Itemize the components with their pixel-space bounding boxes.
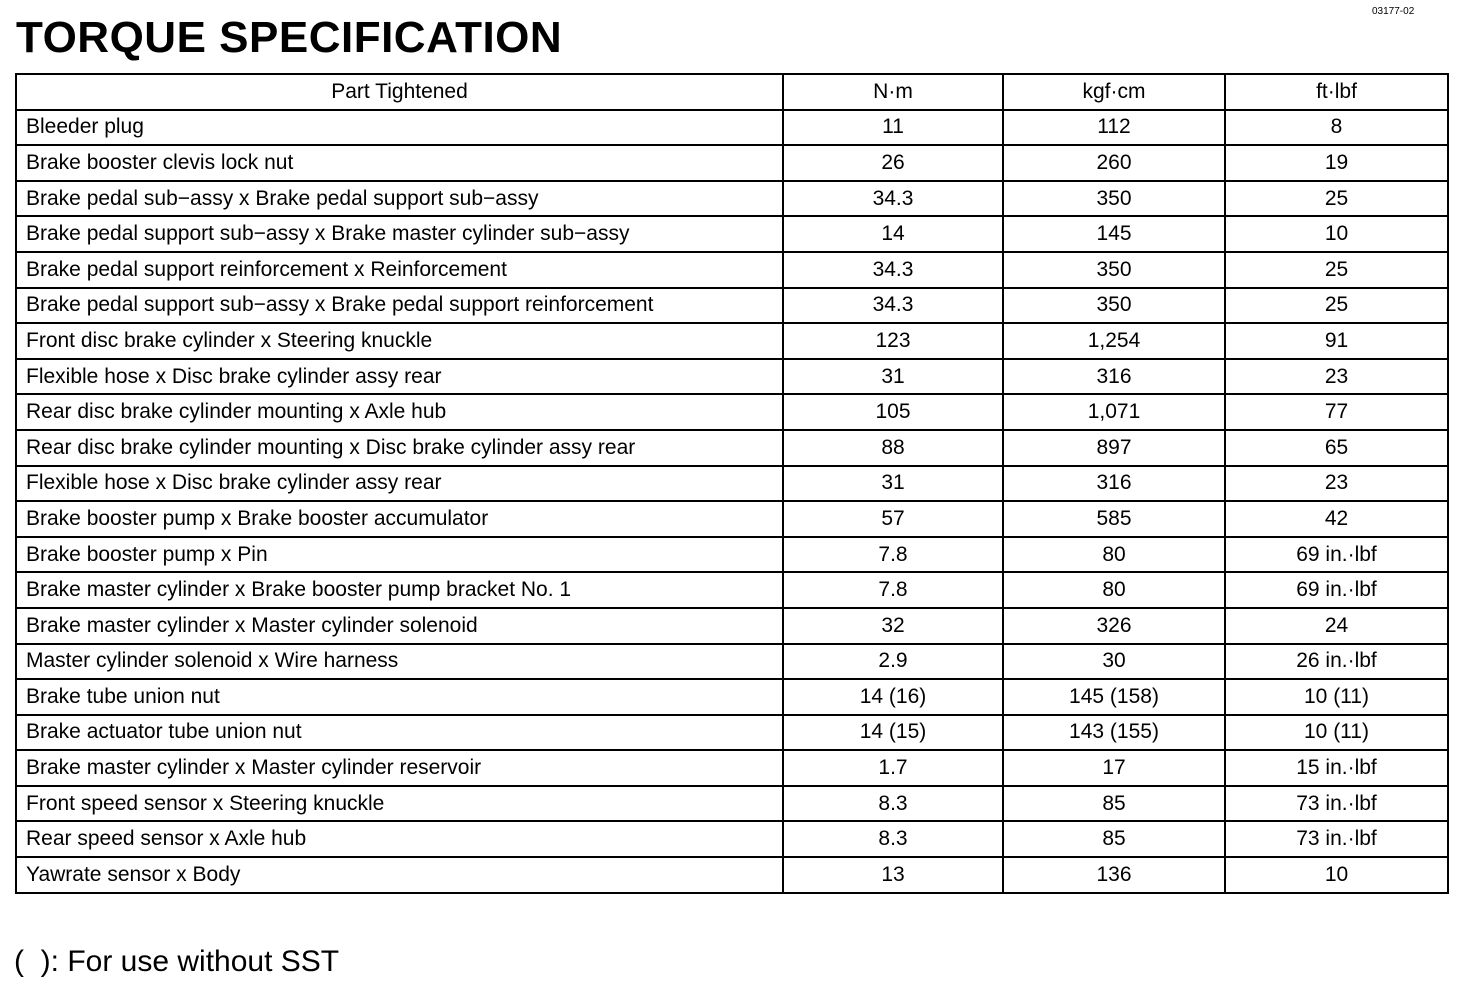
table-row xyxy=(16,110,1448,146)
cell-nm: 14 (16) xyxy=(783,679,1003,715)
table-row xyxy=(16,430,1448,466)
cell-part-tightened: Front speed sensor x Steering knuckle xyxy=(16,786,783,822)
cell-part-tightened: Brake master cylinder x Master cylinder reservoir xyxy=(16,750,783,786)
cell-kgfcm: 136 xyxy=(1003,857,1225,893)
table-row xyxy=(16,715,1448,751)
cell-nm: 31 xyxy=(783,359,1003,395)
cell-part-tightened: Brake pedal support sub−assy x Brake pedal support reinforcement xyxy=(16,288,783,324)
cell-ftlbf: 19 xyxy=(1225,145,1448,181)
table-row xyxy=(16,537,1448,573)
cell-nm: 14 (15) xyxy=(783,715,1003,751)
cell-kgfcm: 897 xyxy=(1003,430,1225,466)
cell-nm: 31 xyxy=(783,466,1003,502)
cell-ftlbf: 69 in.·lbf xyxy=(1225,537,1448,573)
table-row xyxy=(16,857,1448,893)
cell-nm: 14 xyxy=(783,216,1003,252)
table-row xyxy=(16,608,1448,644)
cell-nm: 8.3 xyxy=(783,821,1003,857)
document-code: 03177-02 xyxy=(1372,6,1415,17)
cell-ftlbf: 15 in.·lbf xyxy=(1225,750,1448,786)
cell-kgfcm: 17 xyxy=(1003,750,1225,786)
cell-nm: 8.3 xyxy=(783,786,1003,822)
cell-nm: 2.9 xyxy=(783,644,1003,680)
cell-nm: 11 xyxy=(783,110,1003,146)
cell-kgfcm: 80 xyxy=(1003,537,1225,573)
cell-ftlbf: 77 xyxy=(1225,394,1448,430)
table-row xyxy=(16,181,1448,217)
cell-nm: 57 xyxy=(783,501,1003,537)
cell-ftlbf: 24 xyxy=(1225,608,1448,644)
table-row xyxy=(16,750,1448,786)
cell-kgfcm: 1,254 xyxy=(1003,323,1225,359)
cell-ftlbf: 25 xyxy=(1225,252,1448,288)
cell-kgfcm: 85 xyxy=(1003,786,1225,822)
cell-kgfcm: 112 xyxy=(1003,110,1225,146)
cell-kgfcm: 350 xyxy=(1003,181,1225,217)
header-nm: N·m xyxy=(783,74,1003,110)
cell-part-tightened: Brake master cylinder x Master cylinder solenoid xyxy=(16,608,783,644)
table-row xyxy=(16,572,1448,608)
cell-nm: 34.3 xyxy=(783,288,1003,324)
cell-ftlbf: 25 xyxy=(1225,181,1448,217)
cell-kgfcm: 80 xyxy=(1003,572,1225,608)
cell-ftlbf: 23 xyxy=(1225,359,1448,395)
cell-kgfcm: 30 xyxy=(1003,644,1225,680)
cell-nm: 88 xyxy=(783,430,1003,466)
table-row xyxy=(16,252,1448,288)
cell-ftlbf: 73 in.·lbf xyxy=(1225,821,1448,857)
page-title: TORQUE SPECIFICATION xyxy=(16,13,563,62)
cell-nm: 26 xyxy=(783,145,1003,181)
header-kgfcm: kgf·cm xyxy=(1003,74,1225,110)
table-row xyxy=(16,359,1448,395)
table-header-row xyxy=(16,74,1448,110)
cell-part-tightened: Rear disc brake cylinder mounting x Axle hub xyxy=(16,394,783,430)
cell-nm: 32 xyxy=(783,608,1003,644)
cell-part-tightened: Brake tube union nut xyxy=(16,679,783,715)
cell-nm: 123 xyxy=(783,323,1003,359)
cell-part-tightened: Front disc brake cylinder x Steering knuckle xyxy=(16,323,783,359)
cell-part-tightened: Brake pedal support reinforcement x Reinforcement xyxy=(16,252,783,288)
cell-ftlbf: 10 (11) xyxy=(1225,715,1448,751)
cell-ftlbf: 8 xyxy=(1225,110,1448,146)
cell-part-tightened: Brake booster pump x Brake booster accumulator xyxy=(16,501,783,537)
cell-part-tightened: Brake actuator tube union nut xyxy=(16,715,783,751)
cell-kgfcm: 1,071 xyxy=(1003,394,1225,430)
cell-part-tightened: Bleeder plug xyxy=(16,110,783,146)
cell-kgfcm: 145 (158) xyxy=(1003,679,1225,715)
cell-part-tightened: Brake master cylinder x Brake booster pump bracket No. 1 xyxy=(16,572,783,608)
cell-kgfcm: 350 xyxy=(1003,252,1225,288)
cell-ftlbf: 25 xyxy=(1225,288,1448,324)
cell-nm: 7.8 xyxy=(783,537,1003,573)
cell-part-tightened: Flexible hose x Disc brake cylinder assy rear xyxy=(16,466,783,502)
cell-part-tightened: Brake pedal sub−assy x Brake pedal support sub−assy xyxy=(16,181,783,217)
table-row xyxy=(16,216,1448,252)
table-row xyxy=(16,644,1448,680)
table-row xyxy=(16,821,1448,857)
cell-nm: 105 xyxy=(783,394,1003,430)
cell-ftlbf: 73 in.·lbf xyxy=(1225,786,1448,822)
cell-nm: 34.3 xyxy=(783,252,1003,288)
cell-nm: 13 xyxy=(783,857,1003,893)
cell-ftlbf: 91 xyxy=(1225,323,1448,359)
cell-part-tightened: Master cylinder solenoid x Wire harness xyxy=(16,644,783,680)
cell-kgfcm: 585 xyxy=(1003,501,1225,537)
cell-kgfcm: 85 xyxy=(1003,821,1225,857)
cell-ftlbf: 10 (11) xyxy=(1225,679,1448,715)
table-row xyxy=(16,786,1448,822)
footnote: ( ): For use without SST xyxy=(14,945,340,978)
cell-ftlbf: 10 xyxy=(1225,857,1448,893)
cell-part-tightened: Rear speed sensor x Axle hub xyxy=(16,821,783,857)
cell-kgfcm: 350 xyxy=(1003,288,1225,324)
cell-ftlbf: 10 xyxy=(1225,216,1448,252)
cell-kgfcm: 145 xyxy=(1003,216,1225,252)
cell-nm: 34.3 xyxy=(783,181,1003,217)
cell-kgfcm: 143 (155) xyxy=(1003,715,1225,751)
cell-part-tightened: Rear disc brake cylinder mounting x Disc brake cylinder assy rear xyxy=(16,430,783,466)
cell-nm: 1.7 xyxy=(783,750,1003,786)
table-row xyxy=(16,679,1448,715)
header-ftlbf: ft·lbf xyxy=(1225,74,1448,110)
table-row xyxy=(16,501,1448,537)
cell-ftlbf: 23 xyxy=(1225,466,1448,502)
cell-part-tightened: Yawrate sensor x Body xyxy=(16,857,783,893)
table-row xyxy=(16,394,1448,430)
cell-ftlbf: 26 in.·lbf xyxy=(1225,644,1448,680)
cell-ftlbf: 65 xyxy=(1225,430,1448,466)
table-row xyxy=(16,145,1448,181)
cell-kgfcm: 260 xyxy=(1003,145,1225,181)
cell-kgfcm: 316 xyxy=(1003,359,1225,395)
table-body xyxy=(16,110,1448,893)
cell-ftlbf: 69 in.·lbf xyxy=(1225,572,1448,608)
table-row xyxy=(16,323,1448,359)
table-row xyxy=(16,466,1448,502)
cell-kgfcm: 326 xyxy=(1003,608,1225,644)
header-part-tightened: Part Tightened xyxy=(16,74,783,110)
cell-kgfcm: 316 xyxy=(1003,466,1225,502)
cell-part-tightened: Flexible hose x Disc brake cylinder assy rear xyxy=(16,359,783,395)
torque-table xyxy=(15,73,1449,894)
cell-part-tightened: Brake booster clevis lock nut xyxy=(16,145,783,181)
table-row xyxy=(16,288,1448,324)
cell-ftlbf: 42 xyxy=(1225,501,1448,537)
cell-nm: 7.8 xyxy=(783,572,1003,608)
cell-part-tightened: Brake booster pump x Pin xyxy=(16,537,783,573)
cell-part-tightened: Brake pedal support sub−assy x Brake master cylinder sub−assy xyxy=(16,216,783,252)
